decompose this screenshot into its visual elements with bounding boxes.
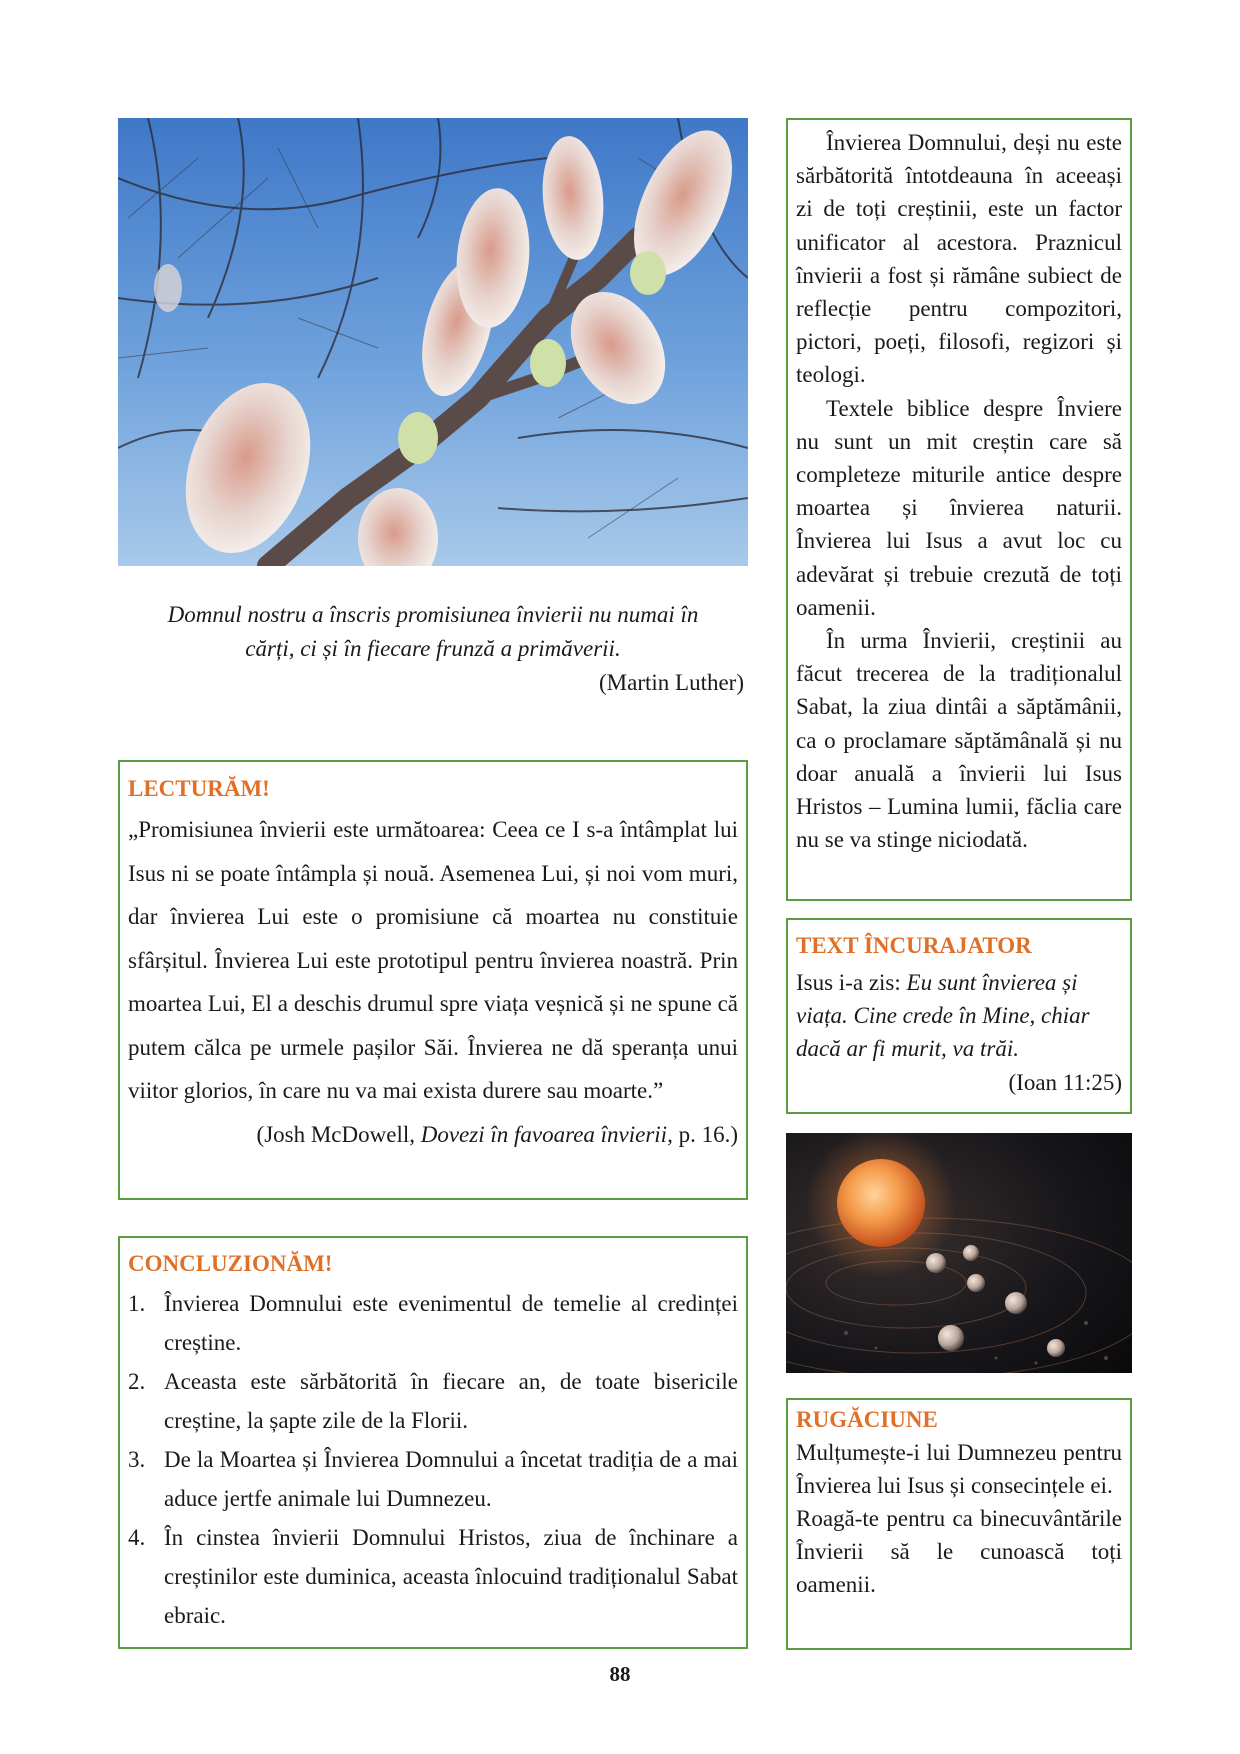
page-number: 88 <box>609 1662 631 1686</box>
item-text: Învierea Domnului este evenimentul de temelie al credinței creștine. <box>164 1291 738 1355</box>
list-item <box>128 1284 738 1362</box>
item-number: 1. <box>128 1291 146 1316</box>
rugaciune-title: RUGĂCIUNE <box>796 1407 938 1432</box>
item-number: 4. <box>128 1525 146 1550</box>
item-number: 3. <box>128 1447 146 1472</box>
rugaciune-paragraph-1: Mulțumește-i lui Dumnezeu pentru Învierea lui Isus și consecințele ei. <box>796 1440 1122 1498</box>
photo-caption <box>118 598 748 700</box>
willow-catkins-photo <box>118 118 748 566</box>
lecturam-body: „Promisiunea învierii este următoarea: Ceea ce I s-a întâmplat lui Isus ni se poate întâmpla și nouă. Asemenea Lui, și noi vom muri, dar învierea Lui este o promisiune că moartea nu constituie sfârșitul. Învierea Lui este prototipul pentru învierea noastră. Prin moartea Lui, El a deschis drumul spre viața veșnică și ne spune că putem călca pe urmele pașilor Săi. Învierea ne dă speranța unui viitor glorios, în care nu va mai exista durere sau moarte.” <box>128 817 738 1103</box>
inviere-text-box <box>786 118 1132 901</box>
inviere-paragraph-1: Învierea Domnului, deși nu este sărbătorită întotdeauna în aceeași zi de toți creștinii, este un factor unificator al acestora. Praznicul învierii a fost și rămâne subiect de reflecție pentru compozitori, pictori, poeți, filosofi, regizori și teologi. <box>796 130 1122 388</box>
text-incurajator-title: TEXT ÎNCURAJATOR <box>796 933 1032 958</box>
item-text: De la Moartea și Învierea Domnului a încetat tradiția de a mai aduce jertfe animale lui Dumnezeu. <box>164 1447 738 1511</box>
rugaciune-paragraph-2: Roagă-te pentru ca binecuvântările Învierii să le cunoască toți oamenii. <box>796 1506 1122 1597</box>
source-book-title: Dovezi în favoarea învierii, <box>420 1121 673 1147</box>
rugaciune-box <box>786 1398 1132 1650</box>
list-item <box>128 1518 738 1635</box>
list-item <box>128 1362 738 1440</box>
concluzionam-title: CONCLUZIONĂM! <box>128 1251 333 1276</box>
text-incurajator-body <box>796 966 1122 1065</box>
inviere-paragraph-3: În urma Învierii, creștinii au făcut trecerea de la tradiționalul Sabat, la ziua dintâi a săptămânii, ca o proclamare săptămânală și nu doar anuală a învierii lui Isus Hristos – Lumina lumii, făclia care nu se va stinge niciodată. <box>796 628 1122 853</box>
lecturam-source <box>128 1113 738 1156</box>
caption-quote-line1: Domnul nostru a înscris promisiunea învierii nu numai în <box>167 602 699 627</box>
verse-intro: Isus i-a zis: <box>796 970 907 995</box>
list-item <box>128 1440 738 1518</box>
inviere-paragraph-2: Textele biblice despre Înviere nu sunt un mit creștin care să completeze miturile antice despre moartea și învierea naturii. Învierea lui Isus a avut loc cu adevărat și trebuie crezută de toți oamenii. <box>796 395 1122 620</box>
item-number: 2. <box>128 1369 146 1394</box>
caption-author: (Martin Luther) <box>599 670 744 695</box>
caption-quote-line2: cărți, ci și în fiecare frunză a primăverii. <box>245 636 621 661</box>
verse-reference: (Ioan 11:25) <box>1008 1070 1122 1095</box>
conclusions-list <box>128 1284 738 1635</box>
sun-planets-illustration <box>786 1133 1132 1373</box>
source-author: (Josh McDowell, <box>256 1121 421 1147</box>
lecturam-title: LECTURĂM! <box>128 776 270 801</box>
verse-quote: Eu sunt învierea și viața. Cine crede în Mine, chiar dacă ar fi murit, va trăi. <box>796 970 1090 1061</box>
text-incurajator-box <box>786 918 1132 1114</box>
item-text: Aceasta este sărbătorită în fiecare an, de toate bisericile creștine, la șapte zile de la Florii. <box>164 1369 738 1433</box>
item-text: În cinstea învierii Domnului Hristos, ziua de închinare a creștinilor este duminica, aceasta înlocuind tradiționalul Sabat ebraic. <box>164 1525 738 1628</box>
source-page: p. 16.) <box>672 1121 738 1147</box>
lecturam-box <box>118 760 748 1200</box>
concluzionam-box <box>118 1236 748 1649</box>
